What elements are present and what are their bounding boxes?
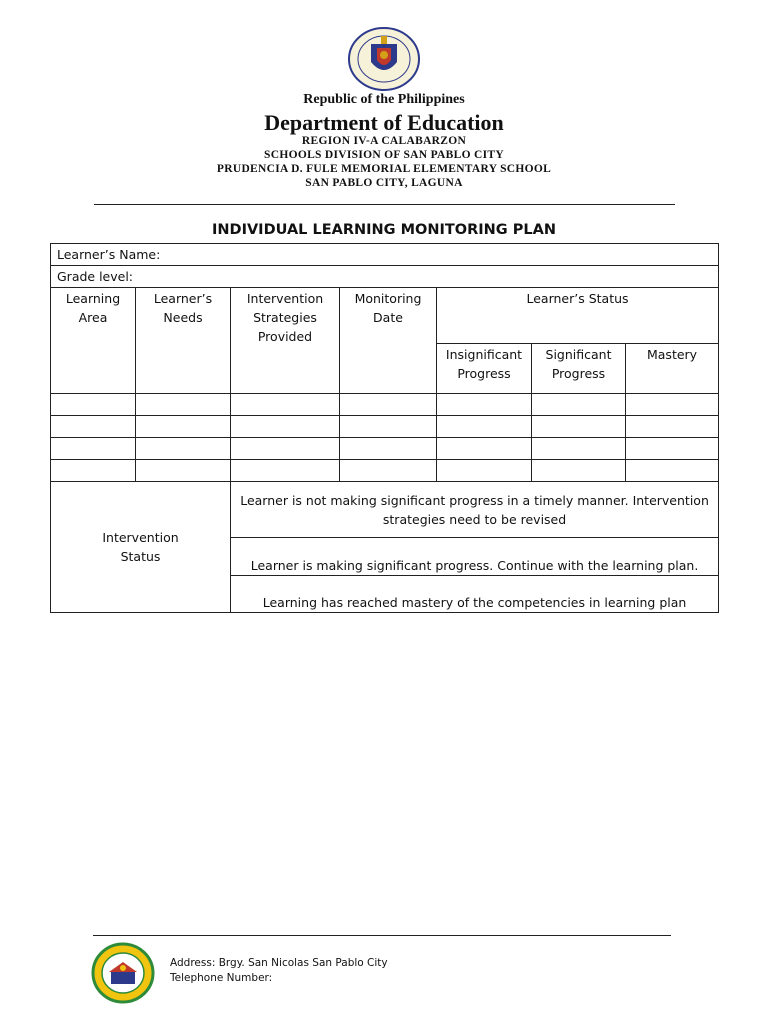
header-divider <box>94 204 675 205</box>
table-cell[interactable] <box>231 394 340 416</box>
division-line: SCHOOLS DIVISION OF SAN PABLO CITY <box>264 149 504 161</box>
table-cell[interactable] <box>437 460 532 482</box>
table-cell[interactable] <box>437 394 532 416</box>
footer-contact <box>170 956 388 986</box>
region-line: REGION IV-A CALABARZON <box>301 135 467 147</box>
table-cell[interactable] <box>532 394 626 416</box>
monitoring-plan-table <box>50 243 719 613</box>
department-title: Department of Education <box>264 110 504 135</box>
table-cell[interactable] <box>231 460 340 482</box>
table-cell[interactable] <box>626 460 719 482</box>
table-row <box>51 460 719 482</box>
col-mastery: Mastery <box>626 344 719 394</box>
col-learners-status: Learner’s Status <box>437 288 719 344</box>
table-cell[interactable] <box>532 438 626 460</box>
intervention-status-label: Intervention Status <box>51 482 231 613</box>
grade-level-field[interactable] <box>51 266 719 288</box>
learners-name-field[interactable] <box>51 244 719 266</box>
status-not-progressing: Learner is not making significant progress in a timely manner. Intervention strategies need to be revised <box>231 482 719 538</box>
table-cell[interactable] <box>136 460 231 482</box>
footer-divider <box>93 935 671 936</box>
table-cell[interactable] <box>626 438 719 460</box>
table-cell[interactable] <box>51 394 136 416</box>
col-learning-area: Learning Area <box>51 288 136 394</box>
deped-seal-icon <box>347 26 421 92</box>
table-cell[interactable] <box>51 416 136 438</box>
school-line: PRUDENCIA D. FULE MEMORIAL ELEMENTARY SCHOOL <box>216 163 552 175</box>
telephone-line: Telephone Number: <box>170 972 273 984</box>
table-cell[interactable] <box>437 416 532 438</box>
grade-level-label: Grade level: <box>57 269 134 284</box>
col-intervention-strategies: Intervention Strategies Provided <box>231 288 340 394</box>
table-cell[interactable] <box>626 394 719 416</box>
form-title: INDIVIDUAL LEARNING MONITORING PLAN <box>212 222 556 238</box>
table-cell[interactable] <box>231 416 340 438</box>
table-cell[interactable] <box>340 394 437 416</box>
republic-line: Republic of the Philippines <box>303 92 465 107</box>
table-row <box>51 416 719 438</box>
table-cell[interactable] <box>532 416 626 438</box>
city-line: SAN PABLO CITY, LAGUNA <box>305 177 463 189</box>
table-cell[interactable] <box>136 438 231 460</box>
status-mastery: Learning has reached mastery of the competencies in learning plan <box>231 576 719 613</box>
table-cell[interactable] <box>340 416 437 438</box>
table-cell[interactable] <box>136 416 231 438</box>
status-progressing: Learner is making significant progress. Continue with the learning plan. <box>231 538 719 576</box>
address-line: Address: Brgy. San Nicolas San Pablo City <box>170 957 388 969</box>
col-learners-needs: Learner’s Needs <box>136 288 231 394</box>
table-cell[interactable] <box>437 438 532 460</box>
table-cell[interactable] <box>136 394 231 416</box>
col-significant-progress: Significant Progress <box>532 344 626 394</box>
table-row <box>51 394 719 416</box>
table-cell[interactable] <box>626 416 719 438</box>
table-cell[interactable] <box>340 460 437 482</box>
col-insignificant-progress: Insignificant Progress <box>437 344 532 394</box>
table-row <box>51 438 719 460</box>
table-cell[interactable] <box>51 460 136 482</box>
school-logo-icon <box>91 942 155 1004</box>
table-cell[interactable] <box>532 460 626 482</box>
table-cell[interactable] <box>231 438 340 460</box>
table-cell[interactable] <box>340 438 437 460</box>
table-cell[interactable] <box>51 438 136 460</box>
col-monitoring-date: Monitoring Date <box>340 288 437 394</box>
learners-name-label: Learner’s Name: <box>57 247 161 262</box>
